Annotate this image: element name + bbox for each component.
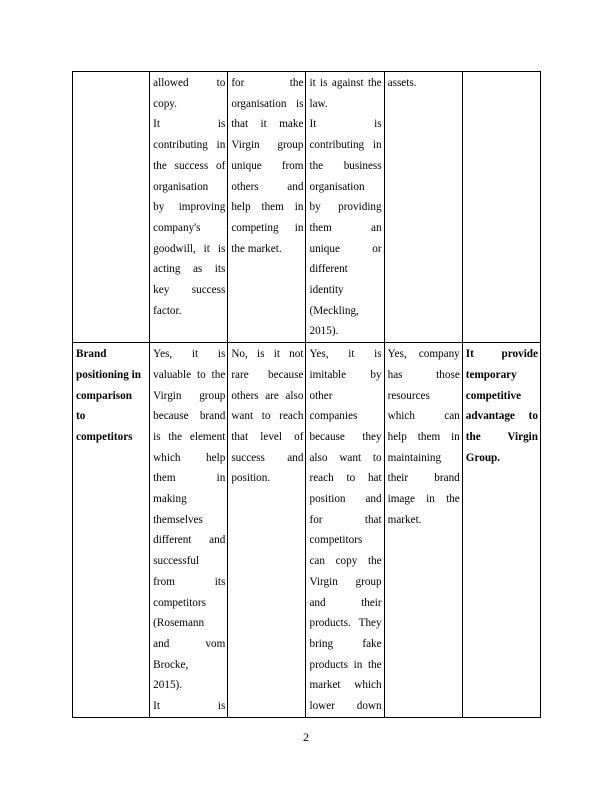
- cell-text-line: Yes, it is: [309, 348, 382, 361]
- cell-text-line: acting as its: [153, 263, 226, 276]
- cell-text-line: unique from: [231, 159, 304, 172]
- cell-text-line: want to reach: [231, 410, 304, 423]
- cell-text-line: making: [153, 493, 187, 506]
- document-table: [72, 71, 541, 718]
- cell-text-line: allowed to: [153, 77, 226, 89]
- cell-text-line: position.: [231, 472, 271, 485]
- table-cell: [228, 343, 306, 718]
- cell-text-line: It is: [153, 700, 226, 713]
- cell-text-line: others and: [231, 180, 304, 193]
- cell-text-line: and vom: [153, 637, 226, 650]
- cell-text-line: success and: [231, 451, 304, 464]
- cell-text-line: products. They: [309, 617, 382, 630]
- cell-text-line: also want to: [309, 451, 382, 464]
- cell-text-line: it is against the: [309, 77, 382, 89]
- row-heading-brand-positioning: [73, 343, 150, 718]
- cell-text-line: law.: [309, 97, 328, 110]
- cell-text-line: temporary: [465, 368, 517, 381]
- cell-text-line: organisation: [153, 180, 209, 193]
- cell-text-line: identity: [309, 284, 344, 297]
- cell-text-line: because brand: [153, 410, 226, 423]
- cell-text-line: help them in: [231, 201, 304, 214]
- table-cell: [462, 72, 540, 343]
- table-cell: [150, 72, 228, 343]
- cell-text-line: contributing in: [309, 139, 382, 152]
- cell-text-line: resources: [387, 389, 430, 402]
- cell-text-line: because they: [309, 430, 382, 443]
- cell-text-line: assets.: [387, 77, 417, 89]
- cell-text-line: that level of: [231, 430, 304, 443]
- cell-text-line: successful: [153, 555, 200, 568]
- cell-text-line: and their: [309, 596, 382, 609]
- cell-text-line: which help: [153, 451, 226, 464]
- cell-text-line: Brocke,: [153, 658, 189, 671]
- cell-text-line: to: [76, 410, 86, 423]
- table-cell: [73, 72, 150, 343]
- cell-text-line: themselves: [153, 513, 203, 526]
- table-cell: [228, 72, 306, 343]
- cell-text-line: competitors: [153, 596, 206, 609]
- cell-text-line: factor.: [153, 304, 182, 317]
- cell-text-line: can copy the: [309, 555, 382, 568]
- table-row: [73, 72, 541, 343]
- cell-text-line: organisation: [309, 180, 365, 193]
- cell-text-line: them in: [153, 472, 226, 485]
- cell-text-line: which can: [387, 410, 460, 423]
- cell-text-line: 2015).: [309, 325, 339, 338]
- cell-text-line: Virgin group: [153, 389, 226, 402]
- table-cell: [306, 72, 384, 343]
- table-row: [73, 343, 541, 718]
- cell-text-line: Virgin group: [309, 575, 382, 588]
- cell-text-line: 2015).: [153, 679, 183, 692]
- table-cell: [306, 343, 384, 718]
- cell-text-line: Yes, it is: [153, 348, 226, 361]
- cell-text-line: market.: [387, 513, 422, 526]
- cell-text-line: by improving: [153, 201, 226, 214]
- cell-text-line: valuable to the: [153, 368, 226, 381]
- cell-text-line: (Meckling,: [309, 304, 359, 317]
- cell-text-line: them an: [309, 221, 382, 234]
- cell-text-line: by providing: [309, 201, 382, 214]
- cell-text-line: Virgin group: [231, 139, 304, 152]
- cell-text-line: contributing in: [153, 139, 226, 152]
- cell-text-line: different: [309, 263, 348, 276]
- cell-text-line: for the: [231, 77, 304, 89]
- cell-text-line: organisation is: [231, 97, 304, 110]
- cell-text-line: competitive: [465, 389, 522, 402]
- cell-text-line: comparison: [76, 389, 132, 402]
- cell-text-line: bring fake: [309, 637, 382, 650]
- cell-text-line: the success of: [153, 159, 226, 172]
- cell-text-line: company's: [153, 221, 201, 234]
- cell-text-line: that it make: [231, 118, 304, 131]
- cell-text-line: the market.: [231, 242, 282, 255]
- cell-text-line: (Rosemann: [153, 617, 205, 630]
- cell-text-line: the business: [309, 159, 382, 172]
- cell-text-line: No, is it not: [231, 348, 304, 361]
- cell-text-line: their brand: [387, 472, 460, 485]
- cell-text-line: positioning in: [76, 368, 141, 381]
- cell-text-line: goodwill, it is: [153, 242, 226, 255]
- page-number: 2: [303, 730, 309, 744]
- cell-text-line: advantage to: [465, 410, 538, 423]
- cell-text-line: copy.: [153, 97, 177, 110]
- cell-text-line: help them in: [387, 430, 460, 443]
- cell-text-line: It provide: [465, 348, 538, 361]
- cell-text-line: reach to hat: [309, 472, 382, 485]
- cell-text-line: rare because: [231, 368, 304, 381]
- cell-text-line: different and: [153, 534, 226, 547]
- cell-text-line: other: [309, 389, 333, 402]
- cell-text-line: Yes, company: [387, 348, 460, 361]
- cell-text-line: lower down: [309, 700, 382, 713]
- cell-text-line: position and: [309, 493, 382, 506]
- cell-text-line: from its: [153, 575, 226, 588]
- cell-text-line: for that: [309, 513, 382, 526]
- cell-text-line: It is: [309, 118, 382, 131]
- competitive-implication-cell: [462, 343, 540, 718]
- cell-text-line: companies: [309, 410, 358, 423]
- cell-text-line: the Virgin: [465, 430, 538, 443]
- cell-text-line: others are also: [231, 389, 304, 402]
- cell-text-line: competing in: [231, 221, 304, 234]
- cell-text-line: key success: [153, 284, 226, 297]
- table-cell: [384, 72, 462, 343]
- cell-text-line: image in the: [387, 493, 460, 506]
- cell-text-line: is the element: [153, 430, 226, 443]
- cell-text-line: competitors: [76, 430, 133, 443]
- cell-text-line: products in the: [309, 658, 382, 671]
- table-cell: [384, 343, 462, 718]
- cell-text-line: competitors: [309, 534, 363, 547]
- cell-text-line: Group.: [465, 451, 501, 464]
- cell-text-line: has those: [387, 368, 460, 381]
- cell-text-line: imitable by: [309, 368, 382, 381]
- cell-text-line: maintaining: [387, 451, 442, 464]
- cell-text-line: market which: [309, 679, 382, 692]
- cell-text-line: Brand: [76, 348, 107, 361]
- cell-text-line: It is: [153, 118, 226, 131]
- table-cell: [150, 343, 228, 718]
- cell-text-line: unique or: [309, 242, 382, 255]
